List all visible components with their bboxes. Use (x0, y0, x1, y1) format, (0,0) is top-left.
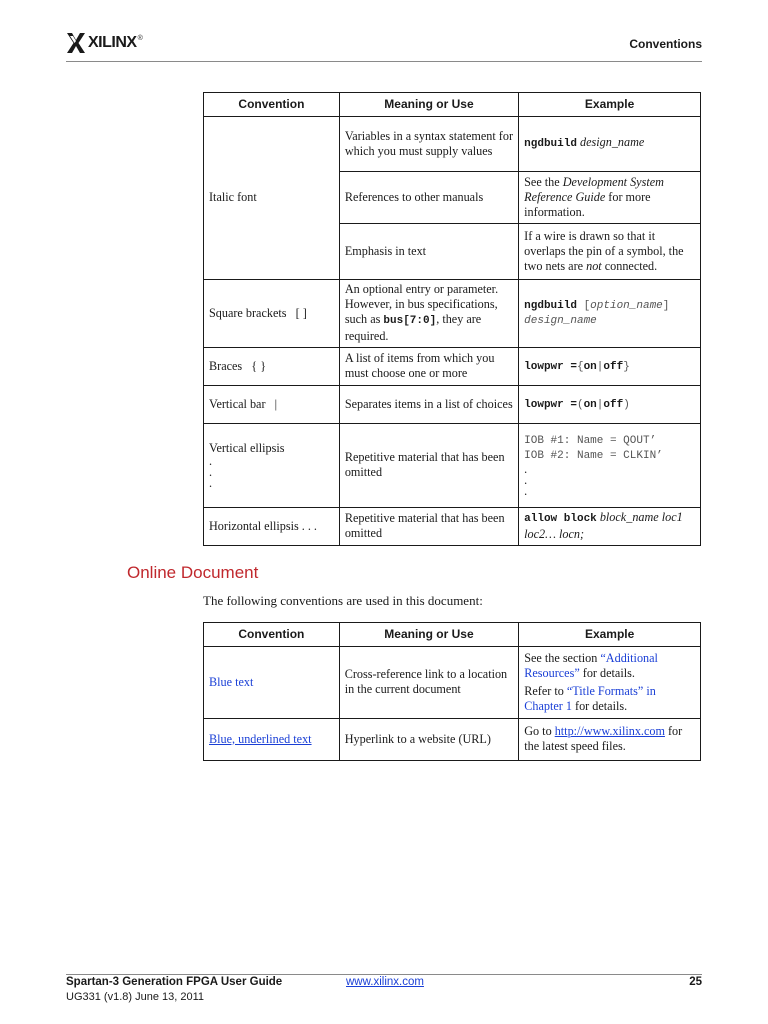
footer-website-link[interactable]: www.xilinx.com (346, 976, 424, 988)
example-text: Refer to (524, 683, 567, 698)
meaning-text: , they are required. (344, 312, 482, 343)
conventions-table (203, 92, 701, 546)
convention-italic: Italic font (204, 117, 340, 280)
table-row (204, 508, 701, 546)
xilinx-logo (66, 32, 143, 54)
example-text: for details. (571, 698, 628, 713)
brace-close: } (623, 360, 630, 373)
footer-rule (66, 974, 702, 975)
table-header-row (204, 93, 701, 117)
cross-reference-link[interactable]: “Title Formats” in Chapter 1 (524, 683, 656, 713)
example-text: for more information. (524, 189, 651, 219)
table-row (204, 117, 701, 172)
table-row (204, 719, 701, 761)
ellipsis-dot: . (524, 483, 528, 498)
convention-label: Vertical ellipsis (209, 441, 285, 455)
example-cell (519, 386, 701, 424)
header-section-title: Conventions (629, 37, 702, 51)
convention-vertical-ellipsis (204, 424, 340, 508)
example-line: IOB #2: Name = CLKIN’ (524, 449, 663, 462)
section-title-online-document: Online Document (127, 563, 259, 582)
ellipsis-dot: . (209, 476, 213, 490)
example-command: lowpwr = (524, 398, 577, 411)
cross-reference-link[interactable]: “Additional Resources” (524, 650, 658, 680)
example-cell (519, 348, 701, 386)
example-text: for the latest speed files. (524, 724, 683, 753)
underlined-sample-link[interactable]: Blue, underlined text (209, 731, 312, 746)
meaning-cell: Separates items in a list of choices (339, 386, 518, 424)
example-variable: design_name (524, 315, 597, 327)
example-line: IOB #1: Name = QOUT’ (524, 434, 657, 447)
emphasis-word: not (586, 258, 602, 273)
choice-on: on (583, 360, 597, 373)
example-cell (519, 117, 701, 172)
example-command: ngdbuild (524, 138, 577, 150)
meaning-cell: Repetitive material that has been omitted (339, 424, 518, 508)
example-variable: block_name loc1 loc2… locn; (524, 510, 683, 541)
manual-title: Development System Reference Guide (524, 174, 664, 204)
example-cell (519, 172, 701, 224)
paren-open: ( (576, 398, 584, 411)
convention-underlined-text (204, 719, 340, 761)
example-variable: design_name (580, 135, 645, 149)
table-row (204, 280, 701, 348)
example-text: connected. (601, 258, 658, 273)
convention-vertical-bar: Vertical bar | (204, 386, 340, 424)
example-option: [option_name] (576, 300, 670, 312)
example-cell (519, 719, 701, 761)
example-cell (519, 508, 701, 546)
header-meaning: Meaning or Use (339, 93, 518, 117)
convention-braces: Braces { } (204, 348, 340, 386)
ellipsis-dot: . (209, 465, 213, 479)
example-text: Go to (524, 724, 555, 738)
online-conventions-table (203, 622, 701, 761)
meaning-text: An optional entry or parameter. However, in bus specifications, such as (344, 282, 499, 326)
example-text: If a wire is drawn so that it overlaps the pin of a symbol, the two nets are (524, 228, 684, 273)
xilinx-x-icon (66, 32, 86, 54)
footer-doc-version: UG331 (v1.8) June 13, 2011 (66, 991, 204, 1003)
table-row (204, 386, 701, 424)
paren-close: ) (623, 398, 630, 411)
convention-blue-text: Blue text (204, 647, 340, 719)
meaning-cell: A list of items from which you must choose one or more (339, 348, 518, 386)
convention-horizontal-ellipsis: Horizontal ellipsis . . . (204, 508, 340, 546)
logo-text: XILINX (88, 34, 137, 51)
choice-off: off (603, 398, 624, 411)
meaning-cell: Repetitive material that has been omitted (339, 508, 518, 546)
section-intro: The following conventions are used in this document: (203, 593, 483, 608)
example-command: ngdbuild (524, 300, 577, 312)
example-text: See the (524, 174, 563, 189)
table-row (204, 424, 701, 508)
header-meaning: Meaning or Use (339, 623, 519, 647)
meaning-cell: Variables in a syntax statement for which you must supply values (339, 117, 518, 172)
table-row (204, 647, 701, 719)
convention-square-brackets: Square brackets [ ] (204, 280, 340, 348)
page-header (66, 30, 702, 62)
choice-off: off (603, 360, 624, 373)
ellipsis-dot: . (524, 461, 528, 476)
ellipsis-dot: . (524, 472, 528, 487)
registered-mark: ® (137, 34, 143, 42)
choice-separator: | (596, 360, 604, 373)
footer-doc-title: Spartan-3 Generation FPGA User Guide (66, 976, 283, 988)
example-command: allow block (524, 513, 597, 525)
example-command: lowpwr = (524, 360, 577, 373)
header-example: Example (519, 93, 701, 117)
choice-on: on (583, 398, 597, 411)
bus-code: bus[7:0] (383, 315, 437, 327)
example-text: See the section (524, 650, 601, 665)
brace-open: { (576, 360, 584, 373)
header-convention: Convention (204, 623, 340, 647)
xilinx-url-link[interactable]: http://www.xilinx.com (554, 724, 665, 738)
meaning-cell: Hyperlink to a website (URL) (339, 719, 519, 761)
meaning-cell: References to other manuals (339, 172, 518, 224)
example-cell (519, 224, 701, 280)
header-example: Example (519, 623, 701, 647)
table-header-row (204, 623, 701, 647)
meaning-cell (339, 280, 518, 348)
header-rule (66, 61, 702, 62)
example-cell (519, 280, 701, 348)
example-text: for details. (579, 665, 635, 680)
page-number: 25 (689, 976, 702, 988)
choice-separator: | (596, 398, 604, 411)
ellipsis-dot: . (209, 454, 213, 468)
header-convention: Convention (204, 93, 340, 117)
example-cell (519, 424, 701, 508)
example-cell (519, 647, 701, 719)
meaning-cell: Cross-reference link to a location in the current document (339, 647, 519, 719)
table-row (204, 348, 701, 386)
option-name: option_name (590, 300, 663, 312)
meaning-cell: Emphasis in text (339, 224, 518, 280)
